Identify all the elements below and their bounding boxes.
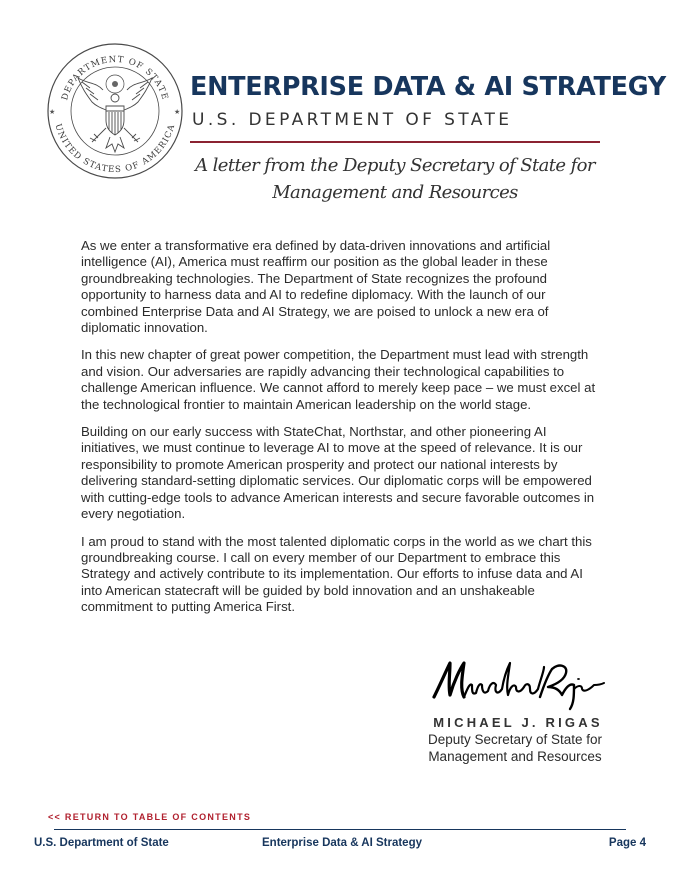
department-of-state-seal bbox=[46, 42, 184, 180]
signer-title-line-2: Management and Resources bbox=[428, 748, 602, 764]
document-title: ENTERPRISE DATA & AI STRATEGY bbox=[190, 72, 666, 102]
return-to-toc-link[interactable]: << RETURN TO TABLE OF CONTENTS bbox=[48, 812, 252, 822]
letter-paragraph: I am proud to stand with the most talented diplomatic corps in the world as we chart this groundbreaking course. I call on every member of our Department to embrace this Strategy and actively contribute to its implementation. Our efforts to infuse data and AI into American statecraft will be guided by bold innovation and an unshakeable commitment to putting America First. bbox=[81, 533, 592, 615]
eagle-icon bbox=[78, 75, 152, 152]
svg-text:★: ★ bbox=[174, 108, 181, 116]
letter-subtitle-line-2: Management and Resources bbox=[272, 182, 518, 203]
letter-paragraph: Building on our early success with StateChat, Northstar, and other pioneering AI initiatives, we must continue to leverage AI to move at the speed of relevance. It is our responsibility to promote American prosperity and protect our national interests by delivering standard-setting diplomatic services. Our diplomatic corps will be empowered with cutting-edge tools to advance American interests and secure favorable outcomes in every negotiation. bbox=[81, 424, 595, 522]
letter-subtitle-line-1: A letter from the Deputy Secretary of State for bbox=[195, 155, 595, 176]
signer-title-line-1: Deputy Secretary of State for bbox=[427, 732, 603, 747]
svg-text:UNITED STATES OF AMERICA: UNITED STATES OF AMERICA bbox=[52, 122, 178, 176]
footer-divider bbox=[54, 829, 626, 830]
handwritten-signature bbox=[428, 655, 606, 715]
letter-subtitle bbox=[190, 152, 600, 206]
footer-document-title: Enterprise Data & AI Strategy bbox=[262, 837, 422, 849]
signer-block bbox=[420, 713, 610, 765]
signer-name: MICHAEL J. RIGAS bbox=[433, 715, 603, 730]
letter-body bbox=[81, 238, 603, 627]
svg-text:DEPARTMENT OF STATE: DEPARTMENT OF STATE bbox=[60, 54, 170, 102]
letter-paragraph: In this new chapter of great power competition, the Department must lead with strength and vision. Our adversaries are rapidly advancing their technological capabilities to challenge American influence. We cannot afford to merely keep pace – we must excel at the technological frontier to maintain American leadership on the world stage. bbox=[81, 347, 596, 412]
page-number: Page 4 bbox=[608, 837, 646, 849]
letter-paragraph: As we enter a transformative era defined by data-driven innovations and artificial intelligence (AI), America must reaffirm our position as the global leader in these groundbreaking technologies. The Department of State recognizes the profound opportunity to harness data and AI to redefine diplomacy. With the launch of our combined Enterprise Data and AI Strategy, we are poised to unlock a new era of diplomatic innovation. bbox=[81, 238, 551, 336]
svg-text:★: ★ bbox=[49, 108, 56, 116]
department-name: U.S. DEPARTMENT OF STATE bbox=[192, 110, 513, 130]
title-divider bbox=[190, 141, 600, 143]
footer-organization: U.S. Department of State bbox=[34, 837, 169, 849]
